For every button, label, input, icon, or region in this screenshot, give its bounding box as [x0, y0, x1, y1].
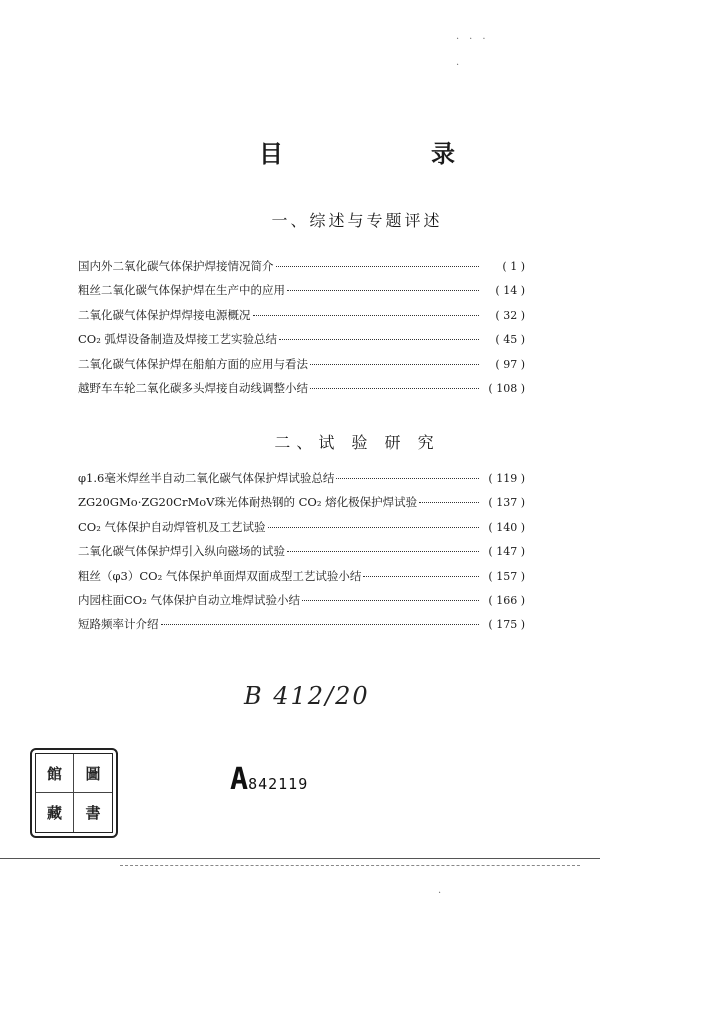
toc-list-research [78, 470, 525, 641]
toc-entry[interactable] [78, 258, 525, 282]
stamp-char: 書 [85, 804, 101, 822]
leader-dots [287, 290, 479, 291]
toc-entry-page: ( 97 ) [495, 357, 525, 371]
toc-entry-title: 粗丝（φ3）CO₂ 气体保护单面焊双面成型工艺试验小结 [78, 568, 362, 583]
scan-speck: · · · [456, 34, 486, 45]
toc-entry-page: ( 147 ) [488, 545, 525, 559]
toc-entry-title: 二氧化碳气体保护焊引入纵向磁场的试验 [78, 544, 285, 559]
toc-entry-title: 短路频率计介绍 [78, 617, 159, 632]
toc-entry[interactable] [78, 543, 525, 567]
scan-speck: · [438, 888, 442, 899]
leader-dots [310, 364, 479, 365]
toc-entry-page: ( 1 ) [502, 260, 525, 273]
page-bottom-rule-secondary [120, 865, 580, 866]
scan-speck: · [456, 60, 460, 71]
toc-entry-title: 二氧化碳气体保护焊焊接电源概况 [78, 307, 251, 322]
toc-entry-page: ( 14 ) [495, 284, 525, 298]
toc-entry[interactable] [78, 331, 525, 355]
toc-entry[interactable] [78, 282, 525, 306]
page-bottom-rule [0, 858, 600, 859]
library-seal-stamp [30, 748, 118, 838]
toc-entry-title: ZG20GMo·ZG20CrMoV珠光体耐热钢的 CO₂ 熔化极保护焊试验 [78, 495, 418, 510]
leader-dots [253, 315, 480, 316]
toc-entry-page: ( 140 ) [488, 520, 525, 534]
toc-entry[interactable] [78, 470, 525, 494]
call-number-letter: A [230, 762, 249, 797]
toc-entry-title: 内园柱面CO₂ 气体保护自动立堆焊试验小结 [78, 592, 300, 607]
stamp-char: 館 [36, 754, 74, 793]
section-heading-review: 一、综述与专题评述 [271, 211, 443, 230]
toc-entry-page: ( 119 ) [488, 472, 525, 485]
leader-dots [419, 502, 479, 503]
leader-dots [276, 266, 480, 267]
handwritten-shelf-mark: B 412/20 [244, 682, 370, 710]
toc-entry[interactable] [78, 519, 525, 543]
toc-entry-page: ( 175 ) [488, 618, 525, 632]
call-number [230, 762, 308, 797]
stamp-grid [35, 753, 113, 833]
toc-entry-title: φ1.6毫米焊丝半自动二氧化碳气体保护焊试验总结 [78, 471, 335, 485]
toc-entry-title: CO₂ 弧焊设备制造及焊接工艺实验总结 [78, 332, 277, 347]
leader-dots [161, 624, 480, 625]
toc-entry-page: ( 32 ) [495, 308, 525, 322]
toc-list-review [78, 258, 525, 404]
toc-entry-title: 粗丝二氧化碳气体保护焊在生产中的应用 [78, 283, 285, 298]
toc-entry-page: ( 166 ) [488, 593, 525, 607]
toc-entry[interactable] [78, 494, 525, 518]
leader-dots [363, 576, 479, 577]
toc-entry-page: ( 108 ) [488, 381, 525, 395]
leader-dots [336, 478, 479, 479]
toc-entry[interactable] [78, 307, 525, 331]
leader-dots [310, 388, 479, 389]
toc-entry[interactable] [78, 592, 525, 616]
leader-dots [287, 551, 479, 552]
stamp-char: 圖 [74, 754, 112, 793]
stamp-char: 藏 [36, 793, 74, 832]
toc-entry-title: CO₂ 气体保护自动焊管机及工艺试验 [78, 519, 266, 534]
leader-dots [279, 339, 479, 340]
toc-entry[interactable] [78, 356, 525, 380]
toc-entry-title: 二氧化碳气体保护焊在船舶方面的应用与看法 [78, 356, 308, 371]
toc-entry[interactable] [78, 568, 525, 592]
call-number-digits: 842119 [248, 775, 309, 793]
toc-entry-page: ( 137 ) [488, 496, 525, 510]
toc-entry-title: 国内外二氧化碳气体保护焊接情况简介 [78, 259, 274, 273]
leader-dots [268, 527, 480, 528]
toc-entry-page: ( 45 ) [495, 333, 525, 347]
section-heading-research: 二、试 验 研 究 [274, 433, 440, 452]
toc-entry[interactable] [78, 380, 525, 404]
leader-dots [302, 600, 479, 601]
toc-entry-title: 越野车车轮二氧化碳多头焊接自动线调整小结 [78, 380, 308, 395]
toc-entry-page: ( 157 ) [488, 569, 525, 583]
page-title: 目 录 [259, 139, 517, 168]
toc-entry[interactable] [78, 616, 525, 640]
